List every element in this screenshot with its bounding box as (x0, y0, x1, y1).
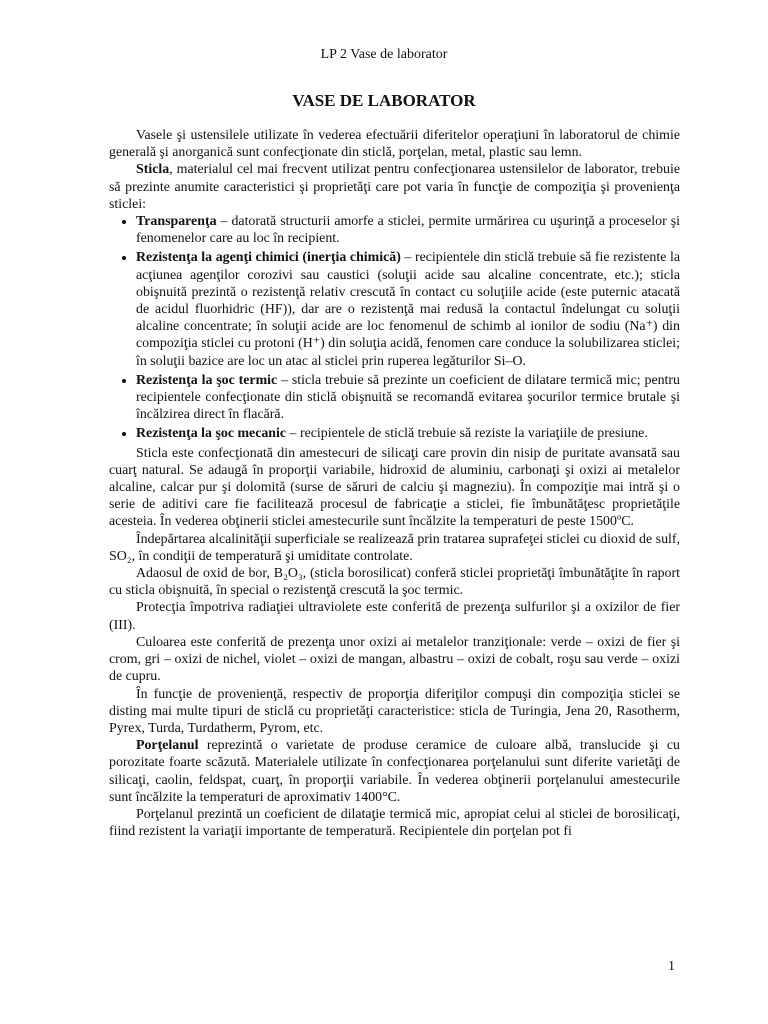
list-item-transparency: • Transparenţa – datorată structurii amorfe a sticlei, permite urmărirea cu uşurinţă a proceselor şi fenomenelor care au loc în recipient. (136, 213, 680, 247)
page-number: 1 (668, 959, 675, 974)
paragraph-glass-types: În funcţie de provenienţă, respectiv de proporţia diferiţilor compuşi din compoziţia sticlei se disting mai multe tipuri de sticlă cu proprietăţi caracteristice: sticla de Turingia, Jena 20, Rasotherm, Pyrex, Turda, Turdatherm, Pyrom, etc. (109, 686, 680, 736)
properties-list (109, 213, 680, 443)
document-body (109, 127, 680, 840)
paragraph-alkalinity: Îndepărtarea alcalinităţii superficiale se realizează prin tratarea suprafeţei sticlei cu dioxid de sulf, SO₂, în condiţii de temperatură şi umiditate controlate. (109, 531, 680, 564)
paragraph-color: Culoarea este conferită de prezenţa unor oxizi ai metalelor tranziţionale: verde – oxizi de fier şi crom, gri – oxizi de nichel, violet – oxizi de mangan, albastru – oxizi de cobalt, roşu sau verde – oxizi de cupru. (109, 634, 680, 685)
page-title: VASE DE LABORATOR (292, 91, 476, 110)
paragraph-sticla: Sticla, materialul cel mai frecvent utilizat pentru confecţionarea ustensilelor de laborator, trebuie să prezinte anumite caracteristici şi proprietăţi care pot varia în funcţie de compoziţia şi provenienţa sticlei: (109, 162, 680, 212)
paragraph-intro: Vasele şi ustensilele utilizate în vederea efectuării diferitelor operaţiuni în laboratorul de chimie generală şi anorganică sunt confecţionate din sticlă, porţelan, metal, plastic sau lemn. (109, 128, 680, 161)
paragraph-portelan: Porţelanul reprezintă o varietate de produse ceramice de culoare albă, translucide şi cu porozitate foarte scăzută. Materialele utilizate în confecţionarea porţelanului sunt diferite varietăţi de silicaţi, caolin, feldspat, cuarţ, în proporţii variabile. În vederea obţinerii porţelanului amestecurile sunt încălzite la temperaturi de aproximativ 1400°C. (109, 738, 680, 805)
list-item-chemical-resistance: • Rezistenţa la agenţi chimici (inerţia chimică) – recipientele din sticlă trebuie să fie rezistente la acţiunea agenţilor corozivi sau caustici (soluţii acide sau alcaline concentrate, etc.); sticla obişnuită prezintă o rezistenţă relativ crescută în contact cu soluţiile acide (este puternic atacată de acidul fluorhidric (HF)), dar are o rezistenţă mai redusă la contactul îndelungat cu soluţii alcaline concentrate; în soluţii acide are loc fenomenul de schimb al ionilor de sodiu (Na⁺) din compoziţia sticlei cu protoni (H⁺) din soluţia acidă, fenomen care conduce la solubilizarea sticlei; în soluţii bazice are loc un atac al sticlei prin ruperea legăturilor Si–O. (136, 249, 680, 369)
list-item-mechanical-shock: • Rezistenţa la şoc mecanic – recipientele de sticlă trebuie să reziste la variaţiile de presiune. (136, 425, 680, 442)
paragraph-composition: Sticla este confecţionată din amestecuri de silicaţi care provin din nisip de puritate avansată sau cuarţ natural. Se adaugă în proporţii variabile, hidroxid de aluminiu, carbonaţi şi oxizi ai metalelor alcaline, calcar pur şi dolomită (surse de săruri de calciu şi magneziu). În compoziţie mai intră şi o serie de aditivi care fie facilitează procesul de fabricaţie a sticlei, fie îmbunătăţesc proprietăţile acesteia. În vederea obţinerii sticlei amestecurile sunt încălzite la temperaturi de peste 1500ºC. (109, 445, 680, 530)
page-header: LP 2 Vase de laborator (320, 47, 448, 62)
paragraph-borosilicate: Adaosul de oxid de bor, B₂O₃, (sticla borosilicat) conferă sticlei proprietăţi îmbunătăţite în raport cu sticla obişnuită, în special o rezistenţă crescută la şoc termic. (109, 566, 680, 599)
list-item-thermal-shock: • Rezistenţa la şoc termic – sticla trebuie să prezinte un coeficient de dilatare termică mic; pentru recipientele confecţionate din sticlă obişnuită se recomandă evitarea şocurilor termice brutale şi încălzirea direct în flacără. (136, 372, 680, 424)
paragraph-uv-protection: Protecţia împotriva radiaţiei ultraviolete este conferită de prezenţa sulfurilor şi a oxizilor de fier (III). (109, 600, 680, 633)
paragraph-portelan-properties: Porţelanul prezintă un coeficient de dilataţie termică mic, apropiat celui al sticlei de borosilicaţi, fiind rezistent la variaţii importante de temperatură. Recipientele din porţelan pot fi (109, 806, 680, 840)
